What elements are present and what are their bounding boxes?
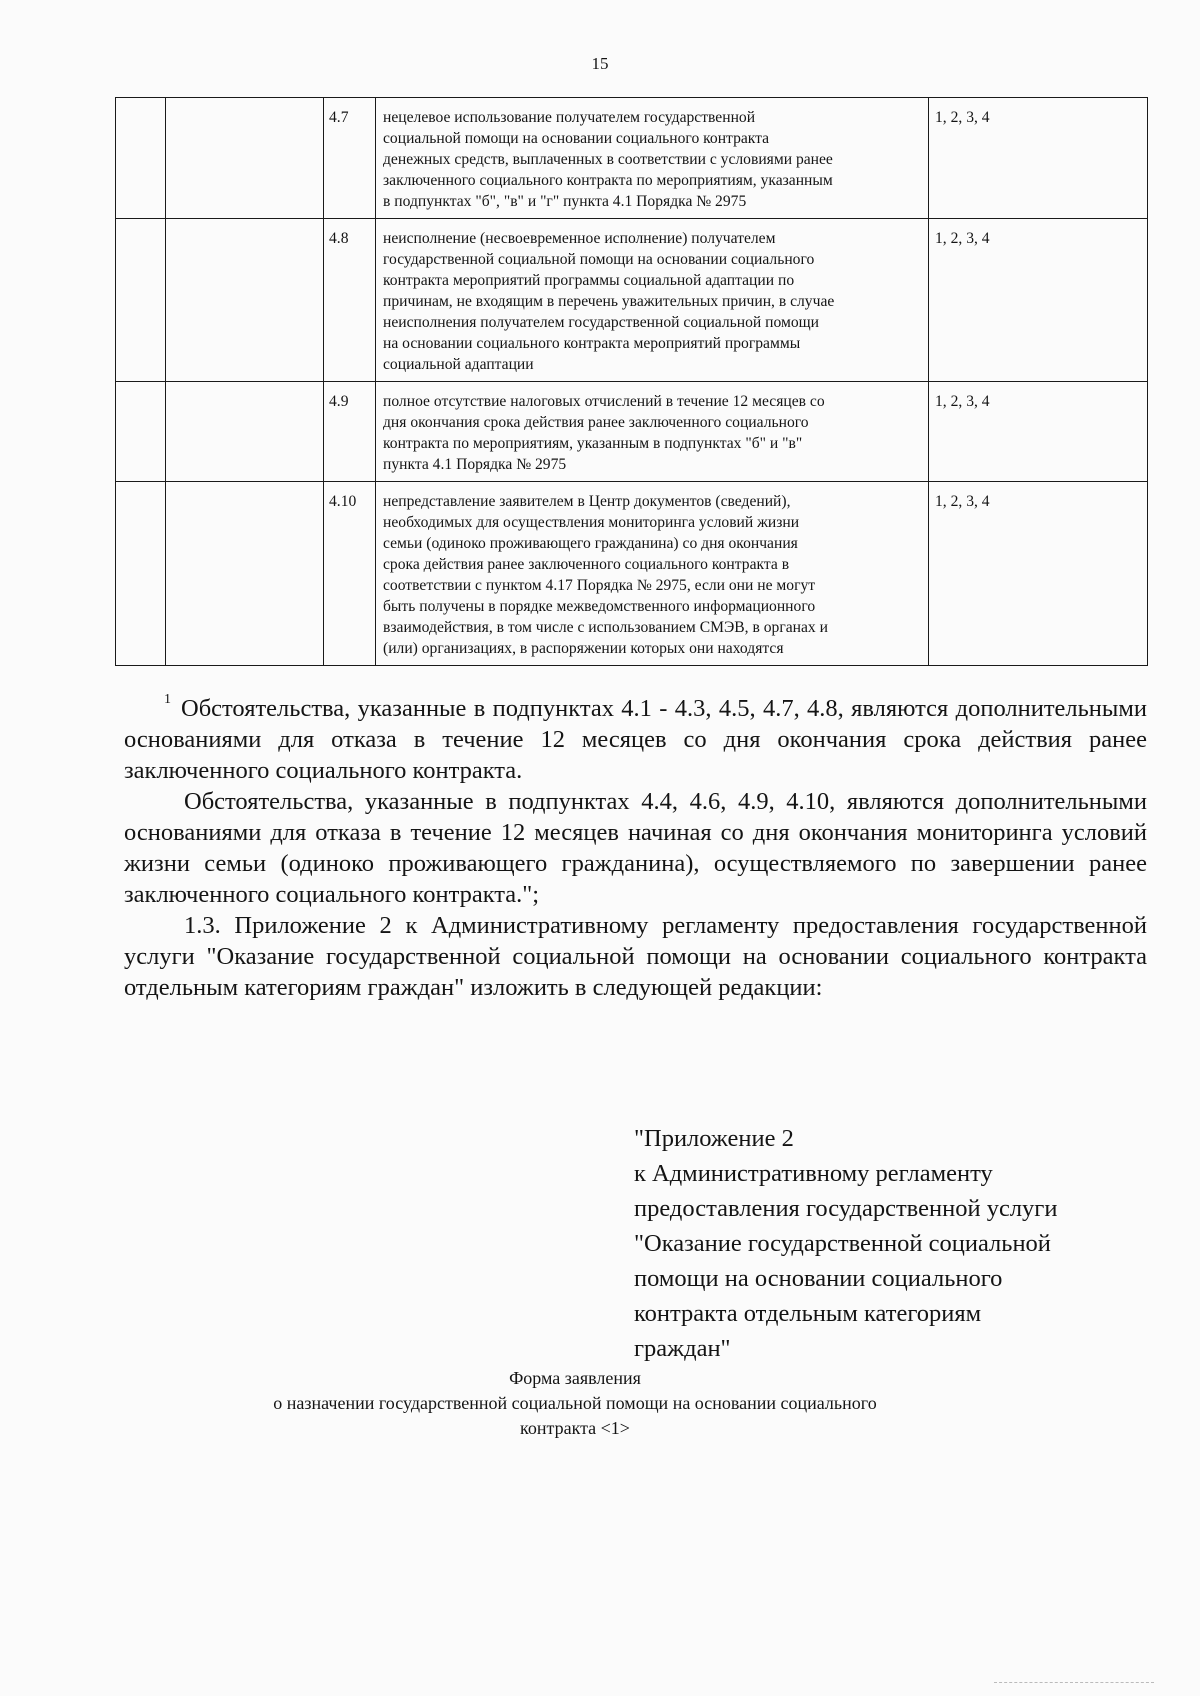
description-line: на основании социального контракта мероприятий программы (383, 335, 801, 352)
appendix-line: граждан" (634, 1335, 731, 1362)
footnote-paragraph-1: $^1$ Обстоятельства, указанные в подпунктах 4.1 - 4.3, 4.5, 4.7, 4.8, являются дополнительными основаниями для отказа в течение 12 месяцев со дня окончания срока действия ранее заключенного социального контракта. (124, 692, 1147, 785)
empty-cell (116, 98, 166, 219)
description-line: пункта 4.1 Порядка № 2975 (383, 456, 567, 473)
form-title-line: Форма заявления (509, 1368, 641, 1388)
item-description (376, 482, 929, 666)
description-line: неисполнение (несвоевременное исполнение) получателем (383, 230, 776, 247)
description-line: денежных средств, выплаченных в соответствии с условиями ранее (383, 151, 833, 168)
description-line: заключенного социального контракта по мероприятиям, указанным (383, 172, 833, 189)
description-line: необходимых для осуществления мониторинга условий жизни (383, 514, 800, 531)
appendix-line: помощи на основании социального (634, 1265, 1003, 1292)
grounds-table (115, 97, 1148, 666)
empty-cell (166, 382, 324, 482)
empty-cell (166, 98, 324, 219)
description-line: нецелевое использование получателем государственной (383, 109, 756, 126)
form-title-line: контракта <1> (520, 1418, 630, 1438)
description-line: государственной социальной помощи на основании социального (383, 251, 815, 268)
description-line: быть получены в порядке межведомственного информационного (383, 598, 816, 615)
footnote-paragraph-2: Обстоятельства, указанные в подпунктах 4.4, 4.6, 4.9, 4.10, являются дополнительными основаниями для отказа в течение 12 месяцев начиная со дня окончания мониторинга условий жизни семьи (одиноко проживающего гражданина), осуществляемого по завершении ранее заключенного социального контракта."; (124, 788, 1147, 909)
appendix-line: предоставления государственной услуги (634, 1195, 1058, 1222)
empty-cell (116, 382, 166, 482)
item-description (376, 98, 929, 219)
item-refs: 1, 2, 3, 4 (929, 382, 1148, 482)
description-line: полное отсутствие налоговых отчислений в течение 12 месяцев со (383, 393, 825, 410)
item-number: 4.7 (324, 98, 376, 219)
item-description (376, 382, 929, 482)
description-line: контракта по мероприятиям, указанным в подпунктах "б" и "в" (383, 435, 803, 452)
item-description (376, 219, 929, 382)
description-line: в подпунктах "б", "в" и "г" пункта 4.1 Порядка № 2975 (383, 193, 747, 210)
item-refs: 1, 2, 3, 4 (929, 219, 1148, 382)
table-row (116, 382, 1148, 482)
section-1-3-paragraph: 1.3. Приложение 2 к Административному регламенту предоставления государственной услуги "Оказание государственной социальной помощи на основании социального контракта отдельным категориям граждан" изложить в следующей редакции: (124, 912, 1147, 1002)
empty-cell (116, 482, 166, 666)
form-title-line: о назначении государственной социальной помощи на основании социального (273, 1393, 877, 1413)
description-line: неисполнения получателем государственной социальной помощи (383, 314, 819, 331)
description-line: (или) организациях, в распоряжении которых они находятся (383, 640, 784, 657)
item-number: 4.8 (324, 219, 376, 382)
item-refs: 1, 2, 3, 4 (929, 98, 1148, 219)
item-refs: 1, 2, 3, 4 (929, 482, 1148, 666)
item-number: 4.9 (324, 382, 376, 482)
description-line: дня окончания срока действия ранее заключенного социального (383, 414, 809, 431)
page-number: 15 (591, 54, 609, 73)
empty-cell (166, 482, 324, 666)
description-line: взаимодействия, в том числе с использованием СМЭВ, в органах и (383, 619, 828, 636)
appendix-line: "Оказание государственной социальной (634, 1230, 1051, 1257)
table-body (116, 98, 1148, 666)
description-line: непредставление заявителем в Центр документов (сведений), (383, 493, 791, 510)
appendix-line: "Приложение 2 (634, 1125, 794, 1152)
table-row (116, 219, 1148, 382)
form-title (150, 1366, 1000, 1441)
appendix-header (634, 1121, 1154, 1366)
scan-mark (994, 1682, 1154, 1683)
item-number: 4.10 (324, 482, 376, 666)
table-row (116, 482, 1148, 666)
footnote-text (124, 688, 1147, 1003)
empty-cell (116, 219, 166, 382)
description-line: срока действия ранее заключенного социального контракта в (383, 556, 790, 573)
appendix-line: к Административному регламенту (634, 1160, 993, 1187)
description-line: социальной помощи на основании социального контракта (383, 130, 770, 147)
description-line: социальной адаптации (383, 356, 534, 373)
appendix-line: контракта отдельным категориям (634, 1300, 982, 1327)
table-row (116, 98, 1148, 219)
description-line: контракта мероприятий программы социальной адаптации по (383, 272, 795, 289)
empty-cell (166, 219, 324, 382)
footnote-marker: 1 (164, 692, 171, 707)
description-line: причинам, не входящим в перечень уважительных причин, в случае (383, 293, 835, 310)
description-line: соответствии с пунктом 4.17 Порядка № 2975, если они не могут (383, 577, 816, 594)
description-line: семьи (одиноко проживающего гражданина) со дня окончания (383, 535, 798, 552)
